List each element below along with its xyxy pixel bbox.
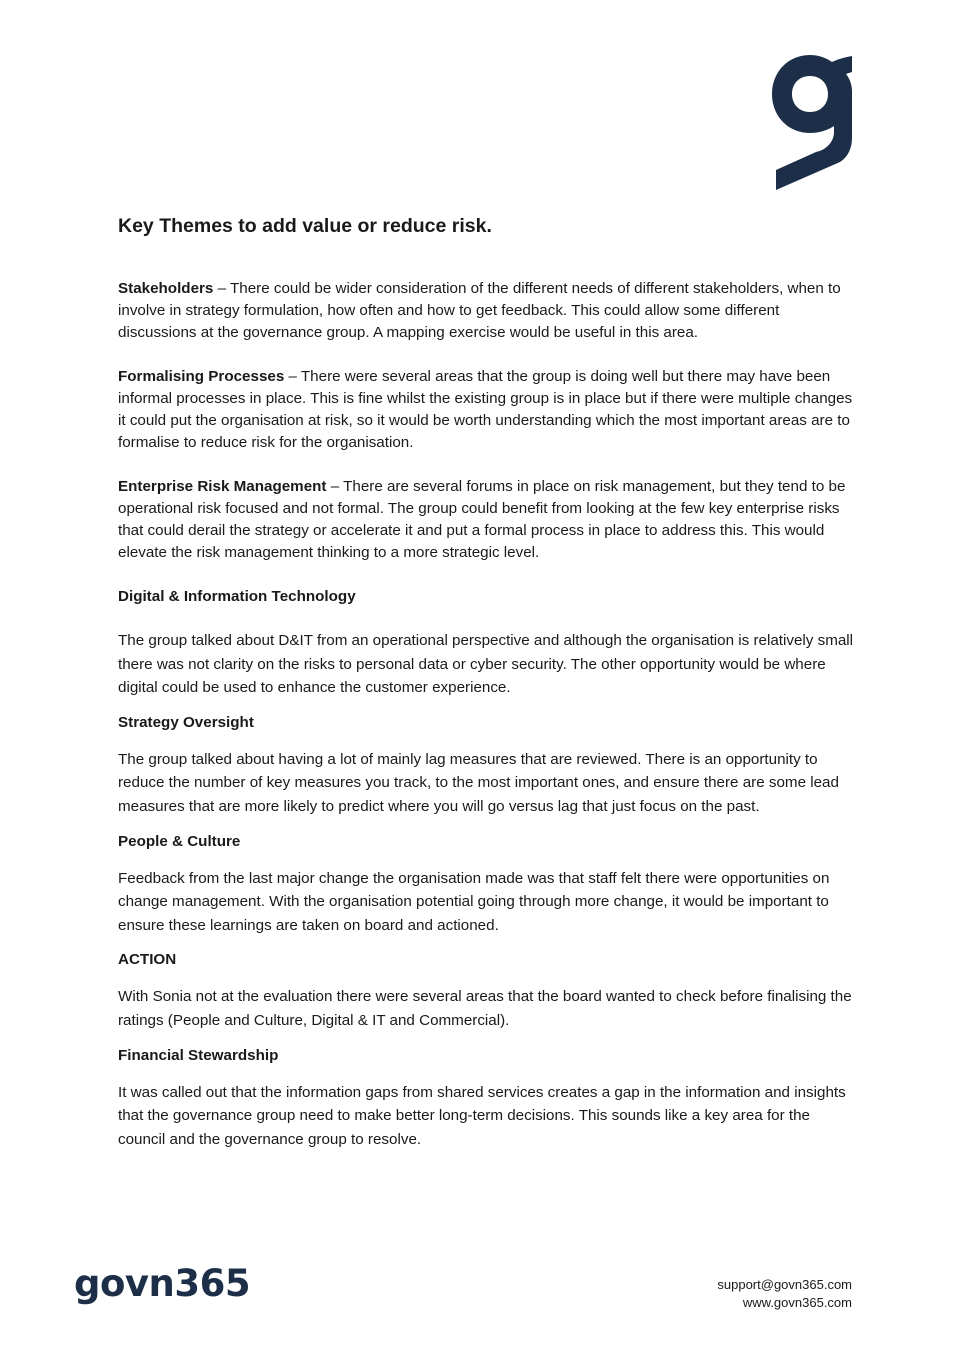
- action-heading: ACTION: [118, 951, 177, 969]
- footer-contact: [717, 1276, 852, 1312]
- g-logo-icon: [770, 52, 856, 192]
- formalising-paragraph: [118, 366, 858, 454]
- digital-heading: Digital & Information Technology: [118, 588, 356, 605]
- stakeholders-text: – There could be wider consideration of the different needs of different stakeholders, when to involve in strategy formulation, how often and how to get feedback. This could allow some different discussions at the governance group. A mapping exercise would be useful in this area.: [118, 280, 841, 341]
- erm-text: – There are several forums in place on risk management, but they tend to be operational risk focused and not formal. The group could benefit from looking at the few key enterprise risks that could derail the strategy or accelerate it and put a formal process in place to address this. This would elevate the risk management thinking to a more strategic level.: [118, 478, 846, 561]
- page-title: Key Themes to add value or reduce risk.: [118, 215, 492, 237]
- people-heading: People & Culture: [118, 832, 241, 850]
- financial-text: It was called out that the information gaps from shared services creates a gap in the information and insights that the governance group need to make better long-term decisions. This sounds like a key area for the council and the governance group to resolve.: [118, 1083, 846, 1148]
- stakeholders-label: Stakeholders: [118, 280, 214, 297]
- erm-paragraph: [118, 476, 858, 564]
- financial-heading: Financial Stewardship: [118, 1046, 279, 1064]
- erm-label: Enterprise Risk Management: [118, 478, 327, 495]
- footer-logo: govn365: [74, 1262, 251, 1305]
- formalising-text: – There were several areas that the group is doing well but there may have been informal processes in place. This is fine whilst the existing group is in place but if there were multiple changes it could put the organisation at risk, so it would be worth understanding which the most important areas are to formalise to reduce risk for the organisation.: [118, 368, 853, 451]
- digital-text: The group talked about D&IT from an operational perspective and although the organisation is relatively small there was not clarity on the risks to personal data or cyber security. The other opportunity would be where digital could be used to enhance the customer experience.: [118, 632, 854, 697]
- people-text: Feedback from the last major change the organisation made was that staff felt there were opportunities on change management. With the organisation potential going through more change, it would be important to ensure these learnings are taken on board and actioned.: [118, 869, 830, 934]
- formalising-label: Formalising Processes: [118, 368, 285, 385]
- stakeholders-paragraph: [118, 278, 858, 344]
- support-email-link[interactable]: support@govn365.com: [717, 1277, 852, 1292]
- action-text: With Sonia not at the evaluation there were several areas that the board wanted to check before finalising the ratings (People and Culture, Digital & IT and Commercial).: [118, 988, 852, 1029]
- website-link[interactable]: www.govn365.com: [742, 1295, 852, 1310]
- strategy-heading: Strategy Oversight: [118, 713, 254, 731]
- strategy-text: The group talked about having a lot of mainly lag measures that are reviewed. There is an opportunity to reduce the number of key measures you track, to the most important ones, and ensure there are some lead measures that are more likely to predict where you will go versus lag that just focus on the past.: [118, 750, 839, 815]
- document-body: [118, 212, 858, 1151]
